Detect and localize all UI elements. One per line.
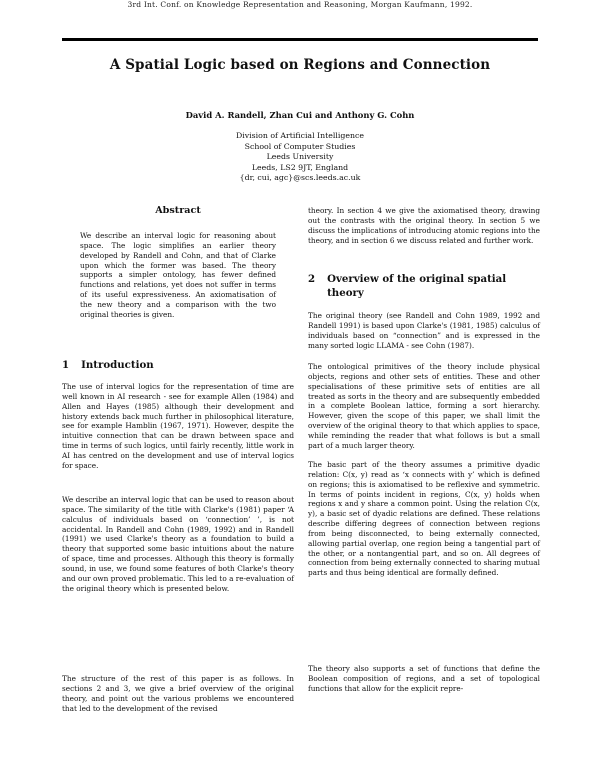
section-2-heading	[308, 272, 540, 300]
section-number: 1	[62, 359, 70, 371]
paragraph: The ontological primitives of the theory include physical objects, regions and other sets of entities. These and other specialisations of these primitive sets of entities are all treated as sorts in the theory and are subsequently embedded in a complete Boolean lattice, forming a sort hierarchy. However, given the scope of this paper, we shall limit the overview of the original theory to that which applies to space, while reminding the reader that what follows is but a small part of a much larger theory.	[308, 362, 540, 450]
paper-authors: David A. Randell, Zhan Cui and Anthony G. Cohn	[185, 110, 415, 120]
affiliation-line: School of Computer Studies	[244, 141, 356, 151]
section-title: Introduction	[81, 359, 154, 371]
affiliation-line: Leeds University	[266, 152, 334, 161]
paragraph: The original theory (see Randell and Cohn 1989, 1992 and Randell 1991) is based upon Clarke's (1981, 1985) calculus of individuals based on “connection” and is expressed in the many sorted logic LLAMA - see Cohn (1987).	[308, 311, 540, 350]
paragraph: theory. In section 4 we give the axiomatised theory, drawing out the contrasts with the original theory. In section 5 we discuss the implications of introducing atomic regions into the theory, and in section 6 we discuss related and further work.	[308, 206, 540, 245]
section-title	[327, 272, 506, 300]
venue-header: 3rd Int. Conf. on Knowledge Representation and Reasoning, Morgan Kaufmann, 1992.	[127, 0, 473, 9]
paragraph: The structure of the rest of this paper is as follows. In sections 2 and 3, we give a brief overview of the original theory, and point out the various problems we encountered that led to the development of the revised	[62, 674, 294, 713]
section-title-line: theory	[327, 287, 364, 299]
section-number: 2	[308, 273, 316, 285]
section-1-heading	[62, 358, 294, 372]
paper-title: A Spatial Logic based on Regions and Connection	[109, 57, 491, 73]
abstract-text: We describe an interval logic for reasoning about space. The logic simplifies an earlier theory developed by Randell and Cohn, and that of Clarke upon which the former was based. The theory supports a simpler ontology, has fewer defined functions and relations, yet does not suffer in terms of its useful expressiveness. An axiomatisation of the new theory and a comparison with the two original theories is given.	[80, 231, 276, 319]
paragraph: The basic part of the theory assumes a primitive dyadic relation: C(x, y) read as ‘x connects with y’ which is defined on regions; this is axiomatised to be reflexive and symmetric. In terms of points incident in regions, C(x, y) holds when regions x and y share a common point. Using the relation C(x, y), a basic set of dyadic relations are defined. These relations describe differing degrees of connection between regions from being disconnected, to being externally connected, allowing partial overlap, one region being a tangential part of the other, or a nontangential part, and so on. All degrees of connection from being externally connected to sharing mutual parts and thus being identical are formally defined.	[308, 460, 540, 578]
affiliation-line: Division of Artificial Intelligence	[236, 131, 364, 140]
paragraph: The theory also supports a set of functions that define the Boolean composition of regions, and a set of topological functions that allow for the explicit repre-	[308, 664, 540, 693]
abstract-heading: Abstract	[155, 205, 201, 216]
section-title-line: Overview of the original spatial	[327, 273, 507, 285]
author-emails: {dr, cui, agc}@scs.leeds.ac.uk	[239, 173, 361, 182]
paragraph: The use of interval logics for the representation of time are well known in AI research - see for example Allen (1984) and Allen and Hayes (1985) although their development and history extends back much further in philosophical literature, see for example Hamblin (1967, 1971). However, despite the intuitive connection that can be drawn between space and time in terms of such logics, until fairly recently, little work in AI has centred on the development and use of interval logics for space.	[62, 382, 294, 470]
affiliation-block	[62, 131, 538, 184]
paragraph: We describe an interval logic that can be used to reason about space. The similarity of the title with Clarke's (1981) paper ‘A calculus of individuals based on ‘connection’ ’, is not accidental. In Randell and Cohn (1989, 1992) and in Randell (1991) we used Clarke's theory as a foundation to build a theory that supported some basic intuitions about the nature of space, time and processes. Although this theory is formally sound, in use, we found some features of both Clarke's theory and our own proved problematic. This led to a re-evaluation of the original theory which is presented below.	[62, 495, 294, 593]
affiliation-line: Leeds, LS2 9JT, England	[251, 162, 349, 172]
title-rule	[62, 38, 538, 41]
